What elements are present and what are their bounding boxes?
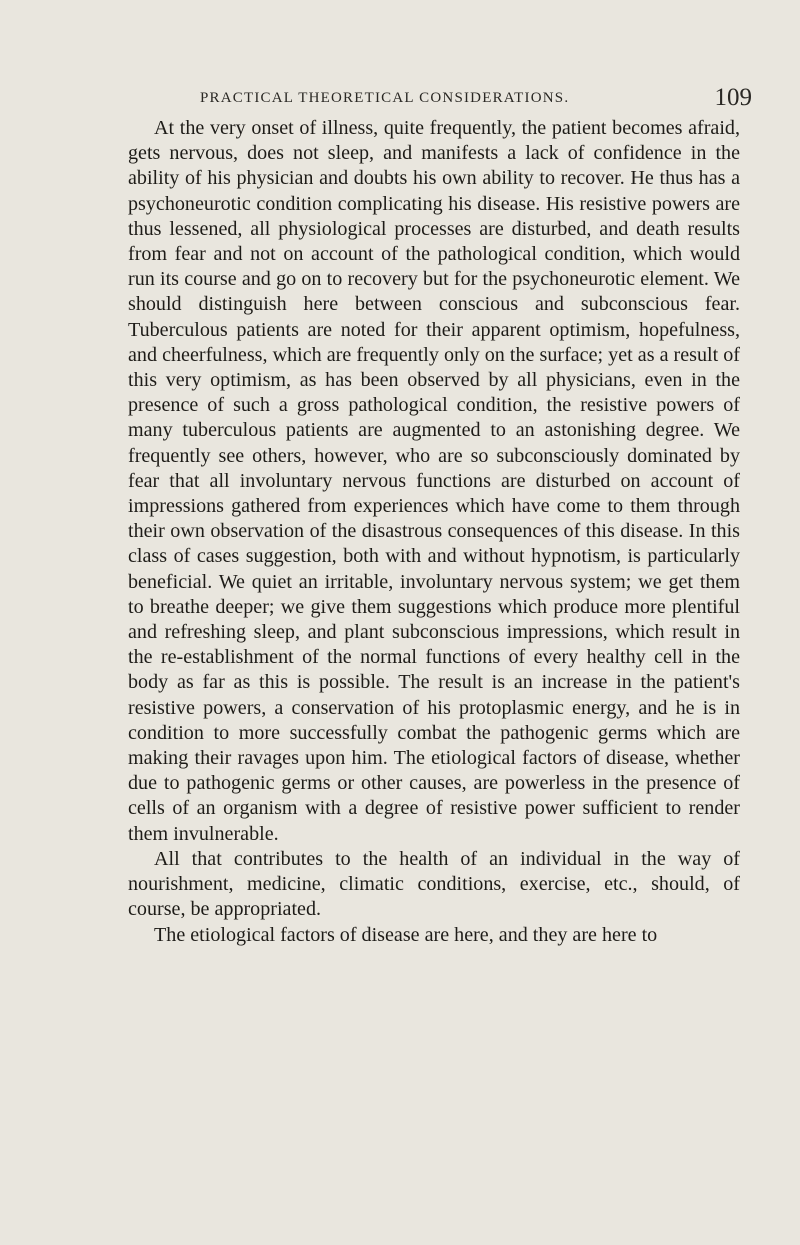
body-text [128,116,740,948]
running-head: PRACTICAL THEORETICAL CONSIDERATIONS. [200,90,570,106]
paragraph: At the very onset of illness, quite frequently, the patient becomes afraid, gets nervous, does not sleep, and manifests a lack of confidence in the ability of his physician and doubts his own ability to recover. He thus has a psychoneurotic condition complicating his disease. His resistive powers are thus lessened, all physiological processes are disturbed, and death results from fear and not on account of the pathological condition, which would run its course and go on to recovery but for the psychoneurotic element. We should distinguish here between conscious and subconscious fear. Tuberculous patients are noted for their apparent optimism, hopefulness, and cheerfulness, which are frequently only on the surface; yet as a result of this very optimism, as has been observed by all physicians, even in the presence of such a gross pathological condition, the resistive powers of many tuberculous patients are augmented to an astonishing degree. We frequently see others, however, who are so subconsciously dominated by fear that all involuntary nervous functions are disturbed on account of impressions gathered from experiences which have come to them through their own observation of the disastrous consequences of this disease. In this class of cases suggestion, both with and without hypnotism, is particularly beneficial. We quiet an irritable, involuntary nervous system; we get them to breathe deeper; we give them suggestions which produce more plentiful and refreshing sleep, and plant subconscious impressions, which result in the re-establishment of the normal functions of every healthy cell in the body as far as this is possible. The result is an increase in the patient's resistive powers, a conservation of his protoplasmic energy, and he is in condition to more successfully combat the pathogenic germs which are making their ravages upon him. The etiological factors of disease, whether due to pathogenic germs or other causes, are powerless in the presence of cells of an organism with a degree of resistive power sufficient to render them invulnerable. [128,117,740,845]
paragraph: All that contributes to the health of an individual in the way of nourishment, medicine, climatic conditions, exercise, etc., should, of course, be appropriated. [128,847,740,921]
page-number: 109 [714,84,752,111]
paragraph: The etiological factors of disease are here, and they are here to [154,923,658,946]
page-header [200,84,752,120]
